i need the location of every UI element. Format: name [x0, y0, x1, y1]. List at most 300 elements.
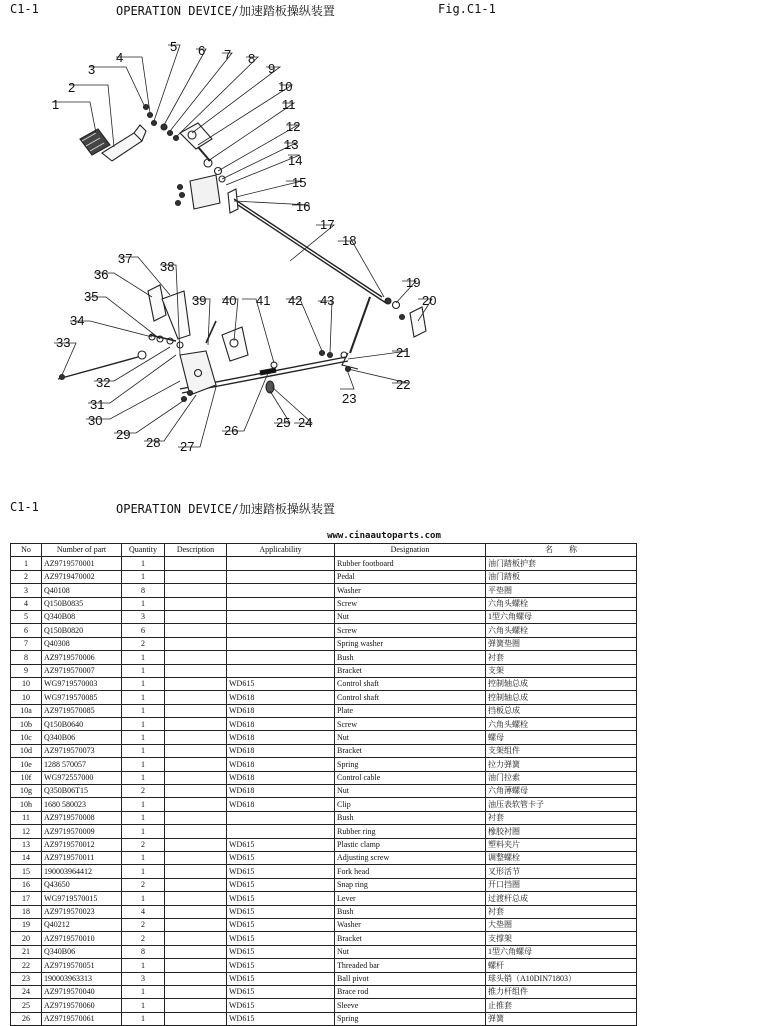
callout-25: 25	[276, 415, 291, 430]
callout-32: 32	[96, 375, 111, 390]
callout-11: 11	[282, 97, 296, 112]
cell-no: 1	[11, 557, 42, 570]
table-section-title: OPERATION DEVICE/加速踏板操纵装置	[116, 502, 335, 516]
cell-designation: Snap ring	[335, 878, 486, 891]
col-header-description: Description	[165, 544, 227, 557]
cell-quantity: 1	[122, 1012, 165, 1025]
callout-13: 13	[284, 137, 299, 152]
cell-applicability	[227, 651, 335, 664]
cell-applicability: WD615	[227, 945, 335, 958]
cell-chinese-name: 油门拉索	[486, 771, 637, 784]
cell-designation: Washer	[335, 584, 486, 597]
cell-applicability: WD618	[227, 798, 335, 811]
cell-applicability: WD615	[227, 1012, 335, 1025]
cell-description	[165, 651, 227, 664]
cell-part-number: Q40108	[42, 584, 122, 597]
table-row	[11, 691, 637, 704]
table-header	[0, 498, 768, 518]
table-row	[11, 798, 637, 811]
cell-applicability: WD615	[227, 865, 335, 878]
part-vertical-lever	[341, 297, 370, 372]
cell-applicability	[227, 624, 335, 637]
part-bracket-lower	[222, 327, 333, 368]
cell-quantity: 1	[122, 664, 165, 677]
table-row	[11, 584, 637, 597]
part-bracket-upper	[180, 123, 212, 149]
cell-no: 6	[11, 624, 42, 637]
cell-chinese-name: 平垫圈	[486, 584, 637, 597]
cell-part-number: WG9719570003	[42, 677, 122, 690]
cell-applicability	[227, 811, 335, 824]
cell-description	[165, 758, 227, 771]
cell-chinese-name: 衬套	[486, 811, 637, 824]
cell-no: 3	[11, 584, 42, 597]
cell-designation: Bracket	[335, 744, 486, 757]
cell-part-number: Q150B0640	[42, 718, 122, 731]
cell-part-number: Q340B08	[42, 610, 122, 623]
cell-applicability: WD615	[227, 905, 335, 918]
cell-description	[165, 945, 227, 958]
callout-19: 19	[406, 275, 421, 290]
cell-designation: Screw	[335, 597, 486, 610]
callout-17: 17	[320, 217, 335, 232]
callout-26: 26	[224, 423, 239, 438]
cell-quantity: 1	[122, 892, 165, 905]
cell-no: 20	[11, 932, 42, 945]
cell-quantity: 4	[122, 905, 165, 918]
cell-part-number: AZ9719570001	[42, 557, 122, 570]
callout-4: 4	[116, 50, 124, 65]
cell-quantity: 1	[122, 771, 165, 784]
cell-quantity: 2	[122, 878, 165, 891]
cell-no: 8	[11, 651, 42, 664]
cell-description	[165, 785, 227, 798]
cell-part-number: Q150B0820	[42, 624, 122, 637]
table-row	[11, 825, 637, 838]
col-header-designation: Designation	[335, 544, 486, 557]
callout-18: 18	[342, 233, 357, 248]
cell-description	[165, 718, 227, 731]
cell-part-number: AZ9719570051	[42, 959, 122, 972]
cell-chinese-name: 调整螺栓	[486, 851, 637, 864]
cell-no: 25	[11, 999, 42, 1012]
cell-designation: Plate	[335, 704, 486, 717]
cell-designation: Brace rod	[335, 985, 486, 998]
cell-chinese-name: 六角头螺栓	[486, 718, 637, 731]
cell-quantity: 2	[122, 637, 165, 650]
cell-quantity: 1	[122, 677, 165, 690]
cell-chinese-name: 油门踏板	[486, 570, 637, 583]
cell-no: 10d	[11, 744, 42, 757]
cell-part-number: AZ9719570040	[42, 985, 122, 998]
cell-no: 7	[11, 637, 42, 650]
cell-no: 12	[11, 825, 42, 838]
cell-description	[165, 771, 227, 784]
cell-chinese-name: 过渡杆总成	[486, 892, 637, 905]
cell-quantity: 2	[122, 838, 165, 851]
cell-applicability	[227, 610, 335, 623]
cell-description	[165, 959, 227, 972]
table-row	[11, 597, 637, 610]
cell-chinese-name: 1型六角螺母	[486, 945, 637, 958]
callout-42: 42	[288, 293, 303, 308]
cell-chinese-name: 球头销（A10DIN71803）	[486, 972, 637, 985]
cell-applicability: WD618	[227, 691, 335, 704]
cell-quantity: 1	[122, 825, 165, 838]
cell-chinese-name: 1型六角螺母	[486, 610, 637, 623]
cell-designation: Plastic clamp	[335, 838, 486, 851]
callout-5: 5	[170, 39, 178, 54]
callout-30: 30	[88, 413, 103, 428]
table-header-row	[11, 544, 637, 557]
cell-part-number: AZ9719570009	[42, 825, 122, 838]
table-row	[11, 972, 637, 985]
cell-part-number: AZ9719570085	[42, 704, 122, 717]
cell-quantity: 1	[122, 597, 165, 610]
cell-quantity: 1	[122, 851, 165, 864]
cell-part-number: AZ9719570008	[42, 811, 122, 824]
cell-part-number: AZ9719570007	[42, 664, 122, 677]
cell-applicability: WD618	[227, 771, 335, 784]
cell-applicability: WD618	[227, 718, 335, 731]
cell-chinese-name: 控制轴总成	[486, 691, 637, 704]
cell-quantity: 1	[122, 865, 165, 878]
cell-designation: Bush	[335, 811, 486, 824]
cell-part-number: AZ9719570023	[42, 905, 122, 918]
cell-part-number: AZ9719570011	[42, 851, 122, 864]
cell-description	[165, 744, 227, 757]
cell-quantity: 6	[122, 624, 165, 637]
cell-quantity: 1	[122, 985, 165, 998]
callout-33: 33	[56, 335, 71, 350]
cell-chinese-name: 弹簧	[486, 1012, 637, 1025]
cell-no: 16	[11, 878, 42, 891]
cell-designation: Washer	[335, 918, 486, 931]
cell-description	[165, 865, 227, 878]
cell-no: 13	[11, 838, 42, 851]
cell-designation: Screw	[335, 718, 486, 731]
col-header-no: No	[11, 544, 42, 557]
cell-chinese-name: 塑料夹片	[486, 838, 637, 851]
cell-chinese-name: 支撑架	[486, 932, 637, 945]
cell-no: 10h	[11, 798, 42, 811]
callout-10: 10	[278, 79, 293, 94]
cell-description	[165, 851, 227, 864]
cell-applicability: WD615	[227, 851, 335, 864]
callout-27: 27	[180, 439, 195, 454]
cell-no: 11	[11, 811, 42, 824]
table-row	[11, 945, 637, 958]
table-row	[11, 677, 637, 690]
cell-applicability	[227, 557, 335, 570]
col-header-applicability: Applicability	[227, 544, 335, 557]
cell-designation: Bush	[335, 905, 486, 918]
cell-chinese-name: 大垫圈	[486, 918, 637, 931]
cell-applicability	[227, 825, 335, 838]
cell-no: 22	[11, 959, 42, 972]
cell-description	[165, 664, 227, 677]
cell-chinese-name: 橡胶衬圈	[486, 825, 637, 838]
table-row	[11, 932, 637, 945]
section-code: C1-1	[10, 2, 39, 16]
cell-part-number: AZ9719570012	[42, 838, 122, 851]
table-row	[11, 718, 637, 731]
cell-part-number: Q340B06	[42, 945, 122, 958]
callout-16: 16	[296, 199, 311, 214]
cell-chinese-name: 螺母	[486, 731, 637, 744]
callout-2: 2	[68, 80, 76, 95]
cell-part-number: Q43650	[42, 878, 122, 891]
cell-chinese-name: 控制轴总成	[486, 677, 637, 690]
cell-applicability: WD618	[227, 758, 335, 771]
cell-part-number: 1288 570057	[42, 758, 122, 771]
cell-designation: Nut	[335, 785, 486, 798]
cell-description	[165, 932, 227, 945]
cell-description	[165, 798, 227, 811]
table-row	[11, 731, 637, 744]
cell-applicability: WD615	[227, 999, 335, 1012]
table-row	[11, 624, 637, 637]
cell-chinese-name: 挡板总成	[486, 704, 637, 717]
cell-designation: Spring	[335, 1012, 486, 1025]
cell-applicability: WD618	[227, 744, 335, 757]
callout-7: 7	[224, 47, 232, 62]
cell-quantity: 1	[122, 959, 165, 972]
cell-designation: Adjusting screw	[335, 851, 486, 864]
cell-chinese-name: 拉力弹簧	[486, 758, 637, 771]
cell-quantity: 1	[122, 744, 165, 757]
callout-12: 12	[286, 119, 301, 134]
cell-description	[165, 999, 227, 1012]
table-row	[11, 637, 637, 650]
cell-description	[165, 637, 227, 650]
cell-chinese-name: 叉形活节	[486, 865, 637, 878]
table-row	[11, 651, 637, 664]
cell-no: 10	[11, 691, 42, 704]
cell-description	[165, 624, 227, 637]
cell-description	[165, 972, 227, 985]
cell-applicability: WD615	[227, 677, 335, 690]
cell-description	[165, 677, 227, 690]
cell-designation: Rubber ring	[335, 825, 486, 838]
cell-description	[165, 905, 227, 918]
cell-designation: Control shaft	[335, 691, 486, 704]
cell-no: 9	[11, 664, 42, 677]
cell-description	[165, 892, 227, 905]
cell-applicability: WD618	[227, 704, 335, 717]
callout-23: 23	[342, 391, 357, 406]
cell-designation: Bracket	[335, 664, 486, 677]
col-header-quantity: Quantity	[122, 544, 165, 557]
table-row	[11, 811, 637, 824]
cell-part-number: AZ9719570060	[42, 999, 122, 1012]
cell-chinese-name: 衬套	[486, 651, 637, 664]
cell-quantity: 1	[122, 999, 165, 1012]
cell-no: 26	[11, 1012, 42, 1025]
cell-chinese-name: 油压表软管卡子	[486, 798, 637, 811]
callout-6: 6	[198, 43, 206, 58]
callout-39: 39	[192, 293, 207, 308]
cell-designation: Control shaft	[335, 677, 486, 690]
parts-table-body	[11, 557, 637, 1026]
cell-part-number: Q40308	[42, 637, 122, 650]
cell-no: 19	[11, 918, 42, 931]
cell-no: 24	[11, 985, 42, 998]
cell-applicability	[227, 570, 335, 583]
cell-chinese-name: 六角头螺栓	[486, 624, 637, 637]
cell-part-number: AZ9719570073	[42, 744, 122, 757]
cell-no: 18	[11, 905, 42, 918]
cell-applicability	[227, 637, 335, 650]
cell-description	[165, 825, 227, 838]
callout-40: 40	[222, 293, 237, 308]
cell-no: 14	[11, 851, 42, 864]
cell-applicability: WD615	[227, 878, 335, 891]
cell-part-number: 1680 580023	[42, 798, 122, 811]
table-row	[11, 959, 637, 972]
part-bracket-mid	[176, 175, 239, 213]
cell-designation: Spring	[335, 758, 486, 771]
cell-description	[165, 691, 227, 704]
cell-designation: Spring washer	[335, 637, 486, 650]
cell-designation: Clip	[335, 798, 486, 811]
cell-chinese-name: 螺杆	[486, 959, 637, 972]
callout-38: 38	[160, 259, 175, 274]
table-row	[11, 865, 637, 878]
website-url: www.cinaautoparts.com	[327, 531, 441, 541]
callout-36: 36	[94, 267, 109, 282]
cell-designation: Lever	[335, 892, 486, 905]
cell-applicability: WD615	[227, 932, 335, 945]
cell-chinese-name: 六角头螺栓	[486, 597, 637, 610]
cell-part-number: WG9719570085	[42, 691, 122, 704]
callout-43: 43	[320, 293, 335, 308]
callout-9: 9	[268, 61, 276, 76]
table-row	[11, 985, 637, 998]
cell-applicability: WD615	[227, 972, 335, 985]
col-header-chinese-name: 名 称	[486, 544, 637, 557]
table-row	[11, 744, 637, 757]
cell-chinese-name: 油门踏板护套	[486, 557, 637, 570]
callout-20: 20	[422, 293, 437, 308]
cell-description	[165, 597, 227, 610]
cell-description	[165, 570, 227, 583]
cell-description	[165, 704, 227, 717]
cell-designation: Fork head	[335, 865, 486, 878]
cell-applicability: WD615	[227, 892, 335, 905]
table-row	[11, 838, 637, 851]
cell-quantity: 2	[122, 785, 165, 798]
cell-description	[165, 918, 227, 931]
cell-quantity: 8	[122, 584, 165, 597]
cell-part-number: Q40212	[42, 918, 122, 931]
cell-part-number: AZ9719570010	[42, 932, 122, 945]
cell-no: 23	[11, 972, 42, 985]
cell-quantity: 2	[122, 932, 165, 945]
callout-1: 1	[52, 97, 60, 112]
table-row	[11, 999, 637, 1012]
cell-description	[165, 557, 227, 570]
callout-41: 41	[256, 293, 271, 308]
cell-no: 15	[11, 865, 42, 878]
cell-description	[165, 731, 227, 744]
table-row	[11, 851, 637, 864]
cell-no: 10c	[11, 731, 42, 744]
callout-29: 29	[116, 427, 131, 442]
cell-description	[165, 838, 227, 851]
cell-part-number: Q340B06	[42, 731, 122, 744]
cell-chinese-name: 六角薄螺母	[486, 785, 637, 798]
cell-no: 5	[11, 610, 42, 623]
cell-quantity: 1	[122, 691, 165, 704]
cell-no: 10	[11, 677, 42, 690]
cell-part-number: Q150B0835	[42, 597, 122, 610]
cell-quantity: 8	[122, 945, 165, 958]
parts-table	[10, 543, 637, 1026]
cell-designation: Ball pivot	[335, 972, 486, 985]
cell-chinese-name: 开口挡圈	[486, 878, 637, 891]
callout-35: 35	[84, 289, 99, 304]
cell-designation: Nut	[335, 945, 486, 958]
cell-designation: Pedal	[335, 570, 486, 583]
cell-no: 10b	[11, 718, 42, 731]
cell-applicability	[227, 584, 335, 597]
callout-31: 31	[90, 397, 105, 412]
part-lever-rod	[234, 199, 386, 303]
table-row	[11, 758, 637, 771]
cell-no: 2	[11, 570, 42, 583]
cell-part-number: WG9719570015	[42, 892, 122, 905]
cell-chinese-name: 弹簧垫圈	[486, 637, 637, 650]
figure-id: Fig.C1-1	[438, 2, 496, 16]
table-section-code: C1-1	[10, 500, 39, 514]
cell-applicability: WD615	[227, 985, 335, 998]
cell-quantity: 3	[122, 610, 165, 623]
table-row	[11, 771, 637, 784]
callout-24: 24	[298, 415, 313, 430]
callout-3: 3	[88, 62, 96, 77]
table-row	[11, 610, 637, 623]
cell-designation: Control cable	[335, 771, 486, 784]
cell-quantity: 1	[122, 731, 165, 744]
cell-part-number: 190003963313	[42, 972, 122, 985]
cell-chinese-name: 推力杆组件	[486, 985, 637, 998]
table-row	[11, 704, 637, 717]
cell-quantity: 1	[122, 570, 165, 583]
callout-15: 15	[292, 175, 307, 190]
table-row	[11, 664, 637, 677]
cell-part-number: AZ9719570061	[42, 1012, 122, 1025]
table-row	[11, 570, 637, 583]
cell-quantity: 1	[122, 758, 165, 771]
cell-quantity: 3	[122, 972, 165, 985]
cell-quantity: 1	[122, 798, 165, 811]
cell-quantity: 1	[122, 704, 165, 717]
cell-part-number: AZ9719470002	[42, 570, 122, 583]
callout-34: 34	[70, 313, 85, 328]
cell-description	[165, 811, 227, 824]
table-row	[11, 878, 637, 891]
callout-22: 22	[396, 377, 411, 392]
cell-quantity: 1	[122, 718, 165, 731]
cell-applicability: WD615	[227, 959, 335, 972]
cell-designation: Nut	[335, 731, 486, 744]
cell-part-number: AZ9719570006	[42, 651, 122, 664]
cell-chinese-name: 衬套	[486, 905, 637, 918]
cell-part-number: WG972557000	[42, 771, 122, 784]
table-row	[11, 905, 637, 918]
cell-no: 10f	[11, 771, 42, 784]
